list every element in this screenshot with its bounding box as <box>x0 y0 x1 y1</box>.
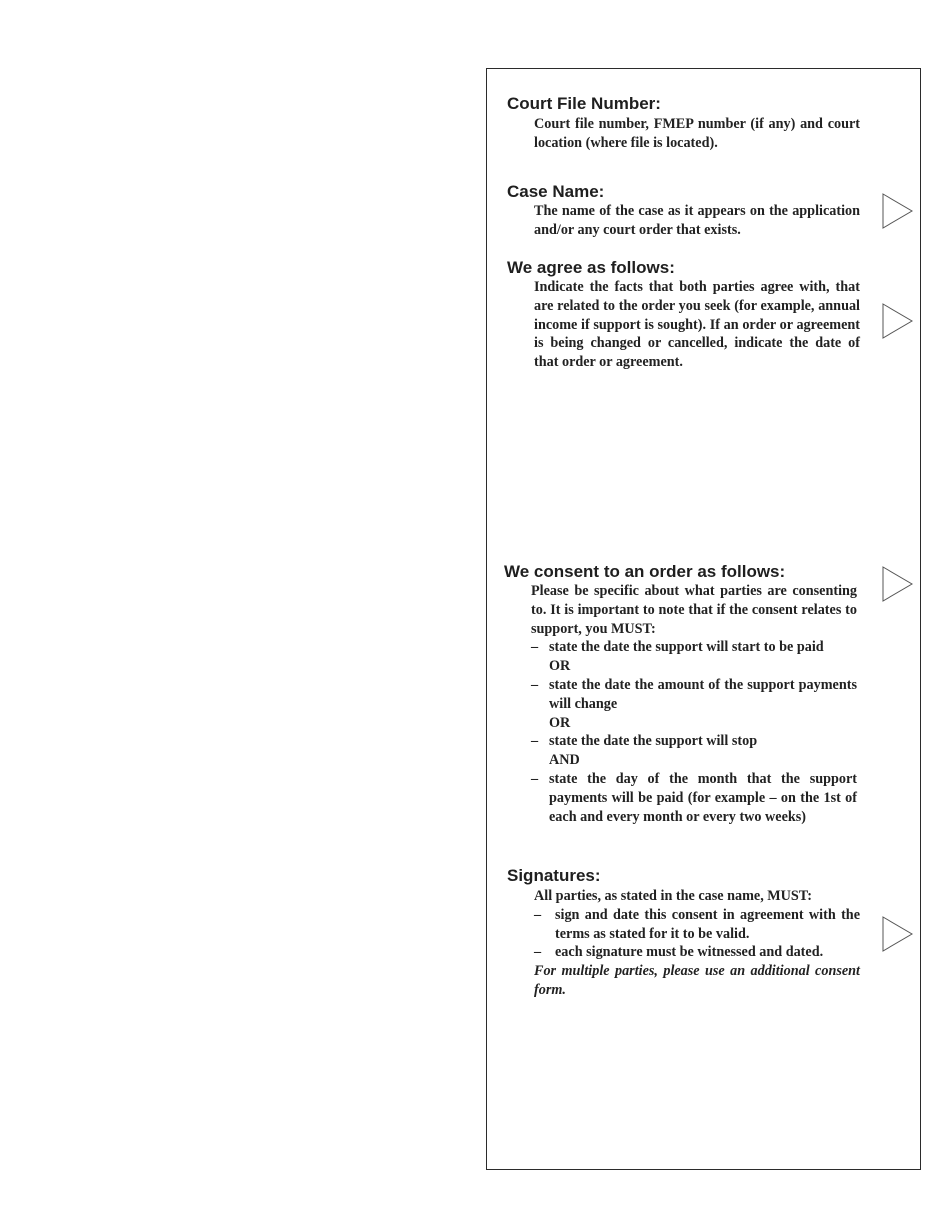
consent-item-stop: – state the date the support will stop <box>531 733 758 750</box>
consent-heading: We consent to an order as follows: <box>504 562 786 581</box>
court-file-heading: Court File Number: <box>507 94 661 113</box>
agree-heading: We agree as follows: <box>507 258 675 277</box>
consent-intro: Please be specific about what parties are consenting to. It is important to note that if the consent relates to support, you MUST: <box>531 583 857 637</box>
consent-item-day: – state the day of the month that the support payments will be paid (for example – on the 1st of each and every month or every two weeks) <box>531 770 857 825</box>
consent-item-start: – state the date the support will start to be paid <box>531 639 824 656</box>
court-file-text: Court file number, FMEP number (if any) and court location (where file is located). <box>534 116 860 151</box>
signatures-text <box>534 887 860 1000</box>
signatures-note: For multiple parties, please use an additional consent form. <box>534 963 860 998</box>
agree-text: Indicate the facts that both parties agree with, that are related to the order you seek (for example, annual income if support is sought). If an order or agreement is being changed or cancelled, indicate the date of that order or agreement. <box>534 279 860 371</box>
consent-item-change: – state the date the amount of the support payments will change <box>531 676 857 712</box>
signatures-heading: Signatures: <box>507 866 601 885</box>
signatures-item-sign: – sign and date this consent in agreement with the terms as stated for it to be valid. <box>534 906 860 942</box>
case-name-heading: Case Name: <box>507 182 605 201</box>
case-name-text: The name of the case as it appears on the application and/or any court order that exists. <box>534 203 860 238</box>
signatures-intro: All parties, as stated in the case name, MUST: <box>534 888 812 904</box>
signatures-item-witness: – each signature must be witnessed and dated. <box>534 944 824 961</box>
consent-and: AND <box>549 752 580 769</box>
consent-or-1: OR <box>549 658 571 675</box>
consent-or-2: OR <box>549 714 571 731</box>
consent-text <box>531 582 857 826</box>
